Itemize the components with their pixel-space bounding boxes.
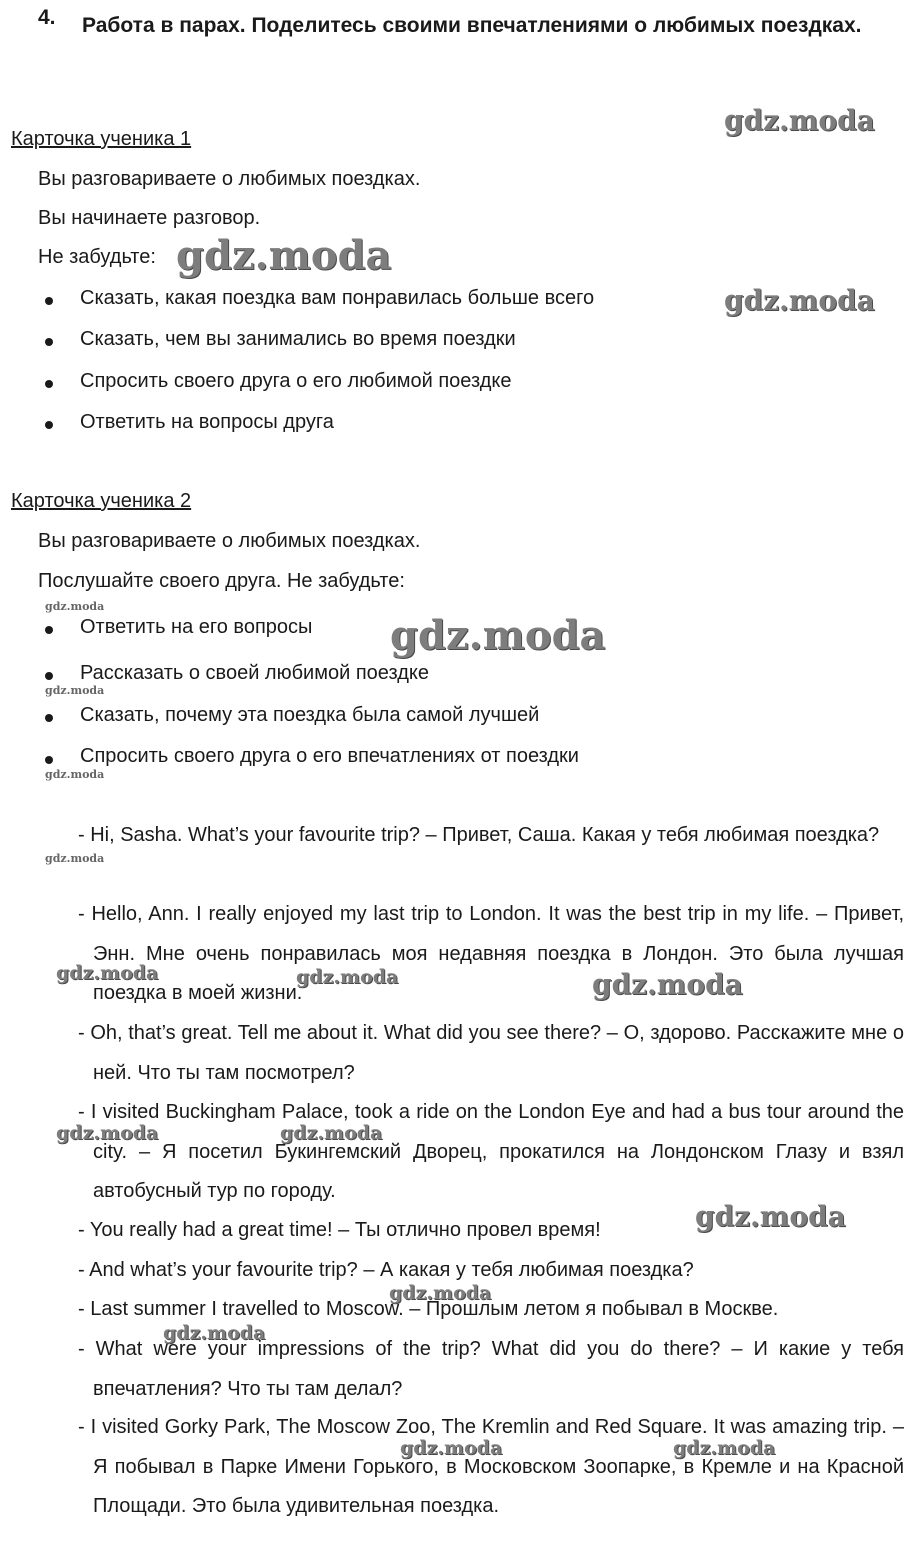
card2-bullet-4: Спросить своего друга о его впечатлениях от поездки: [80, 745, 579, 767]
dialogue-line-5: - You really had a great time! – Ты отлично провел время!: [78, 1219, 601, 1241]
watermark-logo: gdz.moda: [45, 600, 105, 613]
dialogue-line-8: - What were your impressions of the trip? What did you do there? – И какие у тебя впечатления? Что ты там делал?: [78, 1338, 904, 1400]
card2-bullet-2: Рассказать о своей любимой поездке: [80, 662, 429, 684]
bullet-icon: [45, 626, 53, 634]
watermark-logo: gdz.moda: [56, 962, 159, 984]
watermark-logo: gdz.moda: [400, 1437, 503, 1459]
dialogue-line-9: - I visited Gorky Park, The Moscow Zoo, The Kremlin and Red Square. It was amazing trip. – Я побывал в Парке Имени Горького, в Московском Зоопарке, в Кремле и на Красной Площади. Это была удивительная поездка.: [78, 1416, 904, 1517]
card2-line-1: Вы разговариваете о любимых поездках.: [38, 530, 421, 552]
card1-title: Карточка ученика 1: [11, 128, 192, 150]
card1-line-2: Вы начинаете разговор.: [38, 207, 261, 229]
dialogue-line-7: - Last summer I travelled to Moscow. – Прошлым летом я побывал в Москве.: [78, 1298, 779, 1320]
watermark-logo: gdz.moda: [45, 852, 105, 865]
dialogue-line-6: - And what’s your favourite trip? – А какая у тебя любимая поездка?: [78, 1259, 694, 1281]
watermark-logo: gdz.moda: [280, 1122, 383, 1144]
watermark-logo: gdz.moda: [389, 1282, 492, 1304]
bullet-icon: [45, 756, 53, 764]
task-instruction: Работа в парах. Поделитесь своими впечатлениями о любимых поездках.: [82, 14, 862, 37]
watermark-logo: gdz.moda: [724, 284, 875, 317]
card1-bullet-3: Спросить своего друга о его любимой поездке: [80, 370, 512, 392]
card2-line-2: Послушайте своего друга. Не забудьте:: [38, 570, 405, 592]
card1-line-3: Не забудьте:: [38, 246, 156, 268]
bullet-icon: [45, 672, 53, 680]
card2-bullet-1: Ответить на его вопросы: [80, 616, 313, 638]
watermark-logo: gdz.moda: [45, 768, 105, 781]
watermark-logo: gdz.moda: [592, 968, 743, 1001]
card2-bullet-3: Сказать, почему эта поездка была самой лучшей: [80, 704, 540, 726]
watermark-logo: gdz.moda: [45, 684, 105, 697]
watermark-logo: gdz.moda: [724, 104, 875, 137]
watermark-logo: gdz.moda: [176, 232, 392, 279]
watermark-logo: gdz.moda: [163, 1322, 266, 1344]
dialogue-line-3: - Oh, that’s great. Tell me about it. What did you see there? – О, здорово. Расскажите мне о ней. Что ты там посмотрел?: [78, 1022, 904, 1084]
card1-bullet-1: Сказать, какая поездка вам понравилась больше всего: [80, 287, 595, 309]
watermark-logo: gdz.moda: [56, 1122, 159, 1144]
dialogue-line-2: - Hello, Ann. I really enjoyed my last trip to London. It was the best trip in my life. – Привет, Энн. Мне очень понравилась моя недавняя поездка в Лондон. Это была лучшая поездка в моей жизни.: [78, 903, 904, 1004]
card1-bullet-4: Ответить на вопросы друга: [80, 411, 334, 433]
watermark-logo: gdz.moda: [390, 612, 606, 659]
card1-line-1: Вы разговариваете о любимых поездках.: [38, 168, 421, 190]
watermark-logo: gdz.moda: [296, 966, 399, 988]
bullet-icon: [45, 297, 53, 305]
bullet-icon: [45, 714, 53, 722]
task-number: 4.: [38, 6, 56, 29]
bullet-icon: [45, 380, 53, 388]
watermark-logo: gdz.moda: [695, 1200, 846, 1233]
dialogue-line-4: - I visited Buckingham Palace, took a ride on the London Eye and had a bus tour around the city. – Я посетил Букингемский Дворец, прокатился на Лондонском Глазу и взял автобусный тур по городу.: [78, 1101, 904, 1202]
card2-title: Карточка ученика 2: [11, 490, 192, 512]
bullet-icon: [45, 421, 53, 429]
dialogue-line-1: - Hi, Sasha. What’s your favourite trip? – Привет, Саша. Какая у тебя любимая поездка?: [78, 824, 880, 846]
card1-bullet-2: Сказать, чем вы занимались во время поездки: [80, 328, 516, 350]
bullet-icon: [45, 338, 53, 346]
watermark-logo: gdz.moda: [673, 1437, 776, 1459]
